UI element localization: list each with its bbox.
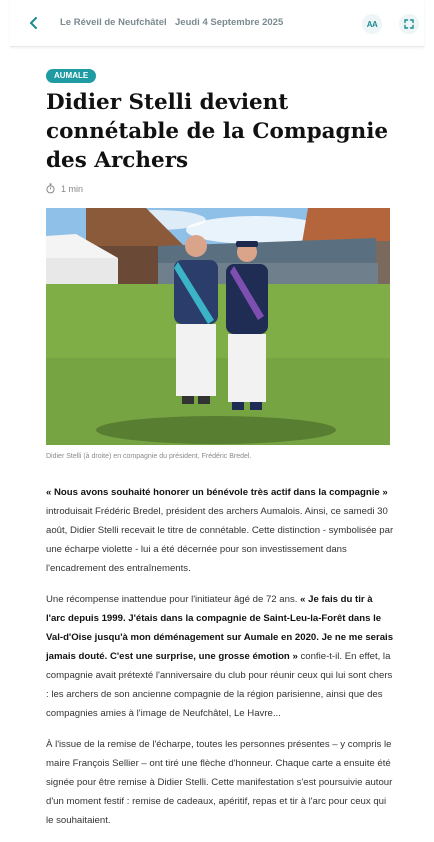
expand-icon <box>404 19 414 29</box>
paragraph-3-text: À l'issue de la remise de l'écharpe, toutes les personnes présentes – y compris le maire François Sellier – ont tiré une flèche d'honneur. Chaque carte a ensuite été signée pour être remise à Didier Stelli. Cette manifestation s'est poursuivie autour d'un moment festif : remise de cadeaux, apéritif, repas et tir à l'arc pour ceux qui le souhaitaient. <box>46 739 393 826</box>
photo-illustration <box>46 208 390 445</box>
quote-1: « Nous avons souhaité honorer un bénévole très actif dans la compagnie » <box>46 487 388 498</box>
category-tag[interactable]: AUMALE <box>46 69 96 83</box>
publication-title: Le Réveil de Neufchâtel <box>60 17 167 28</box>
read-time-label: 1 min <box>61 183 84 194</box>
font-size-button[interactable] <box>362 14 382 34</box>
paragraph-1-text: introduisait Frédéric Bredel, président des archers Aumalois. Ainsi, ce samedi 30 août, Didier Stelli recevait le titre de connétable. Cette distinction - symbolisée par une écharpe violette - lui a été décernée pour son investissement dans l'encadrement des entraînements. <box>46 506 394 574</box>
paragraph-1 <box>46 483 394 578</box>
back-button[interactable] <box>24 13 44 33</box>
publication-date: Jeudi 4 Septembre 2025 <box>175 17 284 28</box>
paragraph-2 <box>46 590 394 723</box>
paragraph-2-intro: Une récompense inattendue pour l'initiateur âgé de 72 ans. <box>46 594 301 605</box>
quote-2: « Je fais du tir à l'arc depuis 1999. J'étais dans la compagnie de Saint-Leu-la-Forêt dans le Val-d'Oise jusqu'à mon déménagement sur Aumale en 2020. Je ne me serais jamais douté. C'est une surprise, une grosse émotion » <box>46 594 394 662</box>
read-time <box>46 183 83 194</box>
paragraph-2-text: confie-t-il. En effet, la compagnie avait prétexté l'anniversaire du club pour réunir ceux qui lui sont chers : les archers de son ancienne compagnie de la région parisienne, ainsi que des compagnies amies à l'image de Neufchâtel, Le Havre... <box>46 651 393 719</box>
stopwatch-icon <box>46 183 55 194</box>
expand-button[interactable] <box>399 14 419 34</box>
top-bar <box>10 0 424 47</box>
article-photo[interactable] <box>46 208 390 445</box>
photo-caption: Didier Stelli (à droite) en compagnie du président, Frédéric Bredel. <box>46 453 252 460</box>
text-size-icon: AA <box>366 19 378 29</box>
chevron-left-icon <box>29 17 39 29</box>
paragraph-3 <box>46 735 394 830</box>
article-body <box>46 483 394 842</box>
article-title: Didier Stelli devient connétable de la Compagnie des Archers <box>46 90 389 173</box>
